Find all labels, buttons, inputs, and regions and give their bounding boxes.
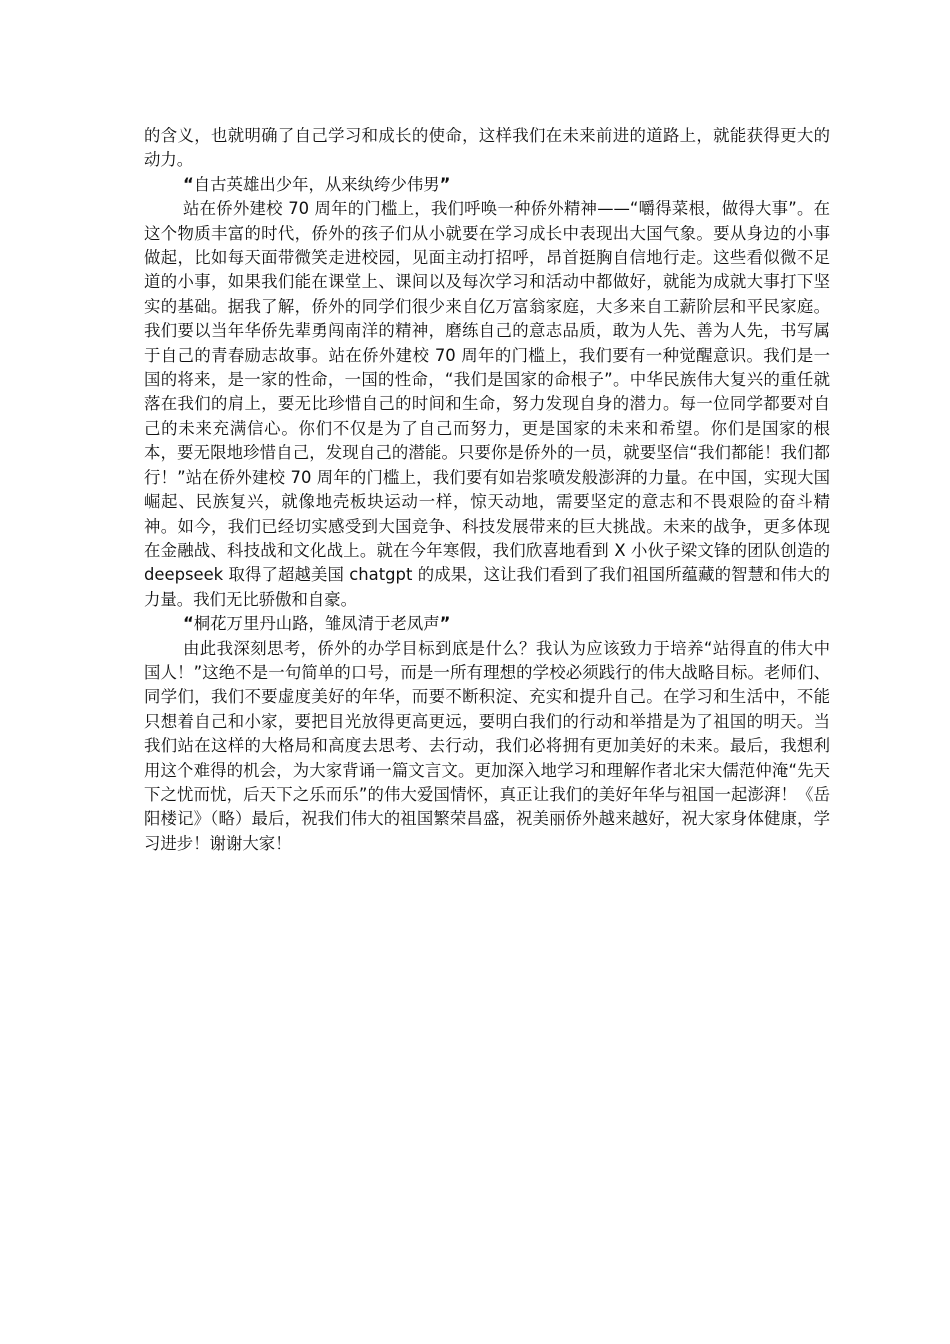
paragraph-body-1: 站在侨外建校 70 周年的门槛上，我们呼唤一种侨外精神——“嚼得菜根，做得大事”。在这个物质丰富的时代，侨外的孩子们从小就要在学习成长中表现出大国气象。要从身边的小事做起，比如每天面带微笑走进校园，见面主动打招呼，昂首挺胸自信地行走。这些看似微不足道的小事，如果我们能在课堂上、课间以及每次学习和活动中都做好，就能为成就大事打下坚实的基础。据我了解，侨外的同学们很少来自亿万富翁家庭，大多来自工薪阶层和平民家庭。我们要以当年华侨先辈勇闯南洋的精神，磨练自己的意志品质，敢为人先、善为人先，书写属于自己的青春励志故事。站在侨外建校 70 周年的门槛上，我们要有一种觉醒意识。我们是一国的将来，是一家的性命，一国的性命，“我们是国家的命根子”。中华民族伟大复兴的重任就落在我们的肩上，要无比珍惜自己的时间和生命，努力发现自身的潜力。每一位同学都要对自己的未来充满信心。你们不仅是为了自己而努力，更是国家的未来和希望。你们是国家的根本，要无限地珍惜自己，发现自己的潜能。只要你是侨外的一员，就要坚信“我们都能！我们都行！”站在侨外建校 70 周年的门槛上，我们要有如岩浆喷发般澎湃的力量。在中国，实现大国崛起、民族复兴，就像地壳板块运动一样，惊天动地，需要坚定的意志和不畏艰险的奋斗精神。如今，我们已经切实感受到大国竞争、科技发展带来的巨大挑战。未来的战争，更多体现在金融战、科技战和文化战上。就在今年寒假，我们欣喜地看到 X 小伙子梁文锋的团队创造的 deepseek 取得了超越美国 chatgpt 的成果，这让我们看到了我们祖国所蕴藏的智慧和伟大的力量。我们无比骄傲和自豪。 bbox=[144, 199, 830, 609]
heading-close-quote: ” bbox=[439, 174, 451, 194]
heading-close-quote: ” bbox=[439, 614, 451, 634]
document-body bbox=[144, 124, 830, 856]
paragraph-continuation: 的含义，也就明确了自己学习和成长的使命，这样我们在未来前进的道路上，就能获得更大的动力。 bbox=[144, 126, 830, 170]
heading-open-quote: “ bbox=[183, 614, 194, 634]
heading-text: 自古英雄出少年，从来纨绔少伟男 bbox=[193, 174, 440, 194]
paragraph-body-2: 由此我深刻思考，侨外的办学目标到底是什么？我认为应该致力于培养“站得直的伟大中国人！”这绝不是一句简单的口号，而是一所有理想的学校必须践行的伟大战略目标。老师们、同学们，我们不要虚度美好的年华，而要不断积淀、充实和提升自己。在学习和生活中，不能只想着自己和小家，要把目光放得更高更远，要明白我们的行动和举措是为了祖国的明天。当我们站在这样的大格局和高度去思考、去行动，我们必将拥有更加美好的未来。最后，我想利用这个难得的机会，为大家背诵一篇文言文。更加深入地学习和理解作者北宋大儒范仲淹“先天下之忧而忧，后天下之乐而乐”的伟大爱国情怀，真正让我们的美好年华与祖国一起澎湃！《岳阳楼记》（略）最后，祝我们伟大的祖国繁荣昌盛，祝美丽侨外越来越好，祝大家身体健康，学习进步！谢谢大家！ bbox=[144, 638, 830, 853]
section-heading-2 bbox=[144, 612, 830, 636]
heading-text: 桐花万里丹山路，雏凤清于老凤声 bbox=[193, 614, 440, 634]
heading-open-quote: “ bbox=[183, 174, 194, 194]
section-heading-1 bbox=[144, 173, 830, 197]
